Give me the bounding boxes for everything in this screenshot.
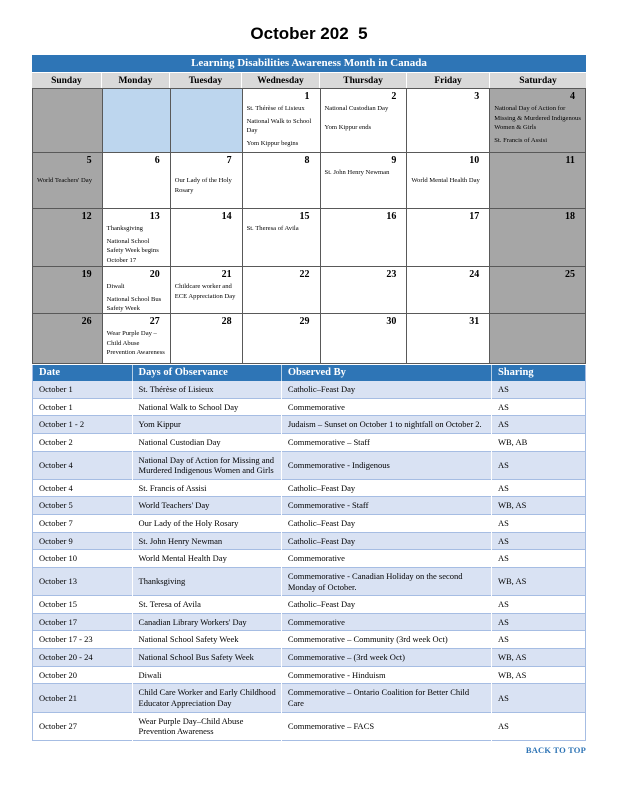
calendar bbox=[32, 55, 586, 364]
cell-sharing: AS bbox=[497, 482, 509, 493]
cell-observance: National School Bus Safety Week bbox=[132, 649, 281, 667]
calendar-event: World Mental Health Day bbox=[411, 177, 480, 184]
cell-date: October 1 bbox=[33, 381, 133, 398]
cell-date: October 5 bbox=[33, 497, 133, 515]
calendar-event: National Day of Action for Missing & Murdered Indigenous Women & Girls bbox=[494, 105, 581, 132]
calendar-day-26 bbox=[33, 314, 103, 364]
day-number: 22 bbox=[299, 269, 310, 280]
page-title: October 202 5 bbox=[250, 24, 368, 43]
calendar-day-1 bbox=[243, 89, 321, 153]
calendar-grid bbox=[32, 88, 586, 364]
event-spacer bbox=[321, 114, 407, 122]
calendar-day-2 bbox=[321, 89, 408, 153]
day-number: 8 bbox=[304, 155, 310, 166]
weekday-header-row bbox=[32, 72, 586, 88]
table-row bbox=[33, 398, 586, 416]
cell-date: October 21 bbox=[33, 684, 133, 712]
cell-sharing: AS bbox=[491, 451, 585, 479]
calendar-event: Yom Kippur begins bbox=[246, 139, 299, 147]
calendar-event: Childcare worker and ECE Appreciation Day bbox=[174, 283, 236, 300]
table-row bbox=[33, 532, 586, 550]
cell-date: October 17 bbox=[33, 613, 133, 631]
calendar-day-12 bbox=[33, 209, 103, 267]
calendar-day-14 bbox=[171, 209, 243, 267]
cell-observed-by: Commemorative - Staff bbox=[281, 497, 491, 515]
calendar-day-20 bbox=[103, 267, 171, 314]
day-number: 6 bbox=[154, 155, 160, 166]
calendar-event: Our Lady of the Holy Rosary bbox=[174, 177, 232, 194]
calendar-day-11 bbox=[490, 153, 586, 209]
cell-sharing: AS bbox=[497, 599, 509, 610]
table-row bbox=[33, 567, 586, 595]
cell-observance: Canadian Library Workers' Day bbox=[132, 613, 281, 631]
calendar-day-28 bbox=[171, 314, 243, 364]
cell-observed-by: Commemorative – (3rd week Oct) bbox=[281, 649, 491, 667]
calendar-day-9 bbox=[321, 153, 408, 209]
day-number: 16 bbox=[386, 211, 397, 222]
cell-sharing: AS bbox=[491, 613, 585, 631]
cell-sharing: AS bbox=[497, 518, 509, 528]
calendar-day-31 bbox=[407, 314, 490, 364]
cell-sharing: AS bbox=[497, 634, 509, 645]
day-number: 1 bbox=[304, 91, 310, 102]
weekday-header-saturday: Saturday bbox=[519, 76, 557, 86]
cell-date: October 20 - 24 bbox=[33, 649, 133, 667]
calendar-event: St. John Henry Newman bbox=[324, 169, 390, 176]
day-number: 10 bbox=[469, 155, 480, 166]
calendar-day-17 bbox=[407, 209, 490, 267]
cell-observed-by: Catholic–Feast Day bbox=[281, 381, 491, 398]
weekday-header-wednesday: Wednesday bbox=[242, 73, 320, 88]
calendar-empty-cell bbox=[103, 89, 171, 153]
calendar-day-8 bbox=[243, 153, 321, 209]
cell-observance: Diwali bbox=[132, 666, 281, 684]
cell-sharing: WB, AS bbox=[491, 497, 585, 515]
calendar-event: World Teachers' Day bbox=[37, 177, 92, 184]
cell-observed-by: Commemorative – Staff bbox=[281, 433, 491, 451]
calendar-day-15 bbox=[243, 209, 321, 267]
day-number: 18 bbox=[564, 211, 575, 222]
cell-date: October 1 - 2 bbox=[33, 416, 133, 434]
calendar-week-row bbox=[33, 267, 586, 314]
cell-sharing: WB, AS bbox=[491, 649, 585, 667]
day-number: 2 bbox=[391, 91, 397, 102]
day-number: 24 bbox=[469, 269, 480, 280]
calendar-day-4 bbox=[490, 89, 586, 153]
table-row bbox=[33, 479, 586, 497]
cell-date: October 10 bbox=[33, 550, 133, 568]
calendar-day-3 bbox=[407, 89, 490, 153]
calendar-day-13 bbox=[103, 209, 171, 267]
day-number: 26 bbox=[81, 316, 92, 327]
calendar-event: National School Bus Safety Week bbox=[106, 295, 162, 313]
weekday-header-sunday: Sunday bbox=[32, 73, 102, 88]
observance-table-head bbox=[33, 365, 586, 381]
cell-observance: St. Thérèse of Lisieux bbox=[132, 381, 281, 398]
table-row bbox=[33, 381, 586, 398]
day-number: 9 bbox=[391, 155, 397, 166]
cell-sharing: AS bbox=[497, 720, 509, 731]
calendar-week-row bbox=[33, 314, 586, 364]
cell-observed-by: Commemorative bbox=[281, 550, 491, 568]
cell-observed-by: Commemorative - Hinduism bbox=[281, 666, 491, 684]
day-number: 31 bbox=[469, 316, 480, 327]
cell-observance: Our Lady of the Holy Rosary bbox=[132, 515, 281, 533]
table-row bbox=[33, 515, 586, 533]
calendar-banner: Learning Disabilities Awareness Month in Canada bbox=[32, 55, 586, 72]
day-number: 28 bbox=[221, 316, 232, 327]
observance-table-body bbox=[33, 381, 586, 740]
cell-observance: St. Francis of Assisi bbox=[132, 479, 281, 497]
calendar-event: Yom Kippur ends bbox=[324, 123, 372, 131]
column-header-observed-by: Observed By bbox=[281, 365, 491, 381]
cell-observance: National Custodian Day bbox=[132, 433, 281, 451]
table-row bbox=[33, 712, 586, 740]
cell-observance: Child Care Worker and Early Childhood Educator Appreciation Day bbox=[132, 684, 281, 712]
event-spacer bbox=[171, 167, 242, 175]
cell-observance: National Walk to School Day bbox=[132, 398, 281, 416]
cell-date: October 27 bbox=[33, 712, 133, 740]
table-row bbox=[33, 666, 586, 684]
cell-date: October 15 bbox=[33, 596, 133, 614]
day-number: 30 bbox=[386, 316, 397, 327]
table-row bbox=[33, 596, 586, 614]
day-number: 15 bbox=[299, 211, 310, 222]
calendar-empty-cell bbox=[490, 314, 586, 364]
calendar-day-21 bbox=[171, 267, 243, 314]
observance-table bbox=[32, 365, 586, 741]
day-number: 5 bbox=[86, 155, 92, 166]
calendar-empty-cell bbox=[33, 89, 103, 153]
table-row bbox=[33, 497, 586, 515]
calendar-day-22 bbox=[243, 267, 321, 314]
calendar-day-27 bbox=[103, 314, 171, 364]
cell-sharing: AS bbox=[491, 532, 585, 550]
cell-observance: World Mental Health Day bbox=[132, 550, 281, 568]
column-header-date: Date bbox=[33, 365, 133, 381]
cell-observance: St. John Henry Newman bbox=[132, 532, 281, 550]
day-number: 14 bbox=[221, 211, 232, 222]
calendar-week-row bbox=[33, 89, 586, 153]
cell-date: October 13 bbox=[33, 567, 133, 595]
calendar-day-6 bbox=[103, 153, 171, 209]
column-header-sharing: Sharing bbox=[491, 365, 585, 381]
day-number: 11 bbox=[565, 155, 575, 166]
cell-sharing: WB, AB bbox=[497, 436, 528, 447]
day-number: 20 bbox=[149, 269, 160, 280]
calendar-event: National School Safety Week begins October 17 bbox=[106, 237, 159, 264]
event-spacer bbox=[33, 167, 102, 175]
calendar-day-7 bbox=[171, 153, 243, 209]
calendar-day-5 bbox=[33, 153, 103, 209]
calendar-event: Wear Purple Day – Child Abuse Prevention Awareness bbox=[106, 330, 165, 357]
calendar-event: Diwali bbox=[106, 283, 125, 290]
table-row bbox=[33, 433, 586, 451]
cell-observed-by: Commemorative – FACS bbox=[281, 712, 491, 740]
day-number: 29 bbox=[299, 316, 310, 327]
weekday-header-tuesday: Tuesday bbox=[170, 73, 242, 88]
table-row bbox=[33, 613, 586, 631]
cell-observance: Wear Purple Day–Child Abuse Prevention Awareness bbox=[132, 712, 281, 740]
cell-date: October 17 - 23 bbox=[33, 631, 133, 649]
day-number: 19 bbox=[81, 269, 92, 280]
day-number: 7 bbox=[226, 155, 232, 166]
cell-observed-by: Catholic–Feast Day bbox=[281, 532, 491, 550]
calendar-day-18 bbox=[490, 209, 586, 267]
cell-observance: Thanksgiving bbox=[132, 567, 281, 595]
cell-sharing: AS bbox=[491, 684, 585, 712]
cell-date: October 4 bbox=[33, 451, 133, 479]
calendar-day-16 bbox=[321, 209, 408, 267]
cell-observed-by: Commemorative - Indigenous bbox=[281, 451, 491, 479]
cell-observance: World Teachers' Day bbox=[132, 497, 281, 515]
cell-observed-by: Commemorative bbox=[281, 613, 491, 631]
calendar-week-row bbox=[33, 209, 586, 267]
page bbox=[0, 24, 618, 755]
back-to-top-link[interactable]: BACK TO TOP bbox=[525, 744, 586, 755]
calendar-event: St. Thérèse of Lisieux bbox=[246, 105, 305, 112]
cell-observance: Yom Kippur bbox=[132, 416, 281, 434]
calendar-day-24 bbox=[407, 267, 490, 314]
table-row bbox=[33, 451, 586, 479]
cell-date: October 20 bbox=[33, 666, 133, 684]
cell-observance: National Day of Action for Missing and Murdered Indigenous Women and Girls bbox=[132, 451, 281, 479]
day-number: 13 bbox=[149, 211, 160, 222]
calendar-day-30 bbox=[321, 314, 408, 364]
cell-sharing: AS bbox=[491, 381, 585, 398]
cell-date: October 7 bbox=[33, 515, 133, 533]
calendar-day-10 bbox=[407, 153, 490, 209]
calendar-day-29 bbox=[243, 314, 321, 364]
cell-observed-by: Commemorative - Canadian Holiday on the second Monday of October. bbox=[281, 567, 491, 595]
calendar-week-row bbox=[33, 153, 586, 209]
cell-date: October 9 bbox=[33, 532, 133, 550]
table-row bbox=[33, 416, 586, 434]
calendar-day-23 bbox=[321, 267, 408, 314]
table-row bbox=[33, 550, 586, 568]
calendar-event: National Walk to School Day bbox=[246, 117, 312, 135]
weekday-header-thursday: Thursday bbox=[320, 73, 407, 88]
cell-date: October 1 bbox=[33, 398, 133, 416]
cell-sharing: AS bbox=[497, 553, 509, 564]
table-row bbox=[33, 684, 586, 712]
weekday-header-friday: Friday bbox=[407, 73, 490, 88]
weekday-header-monday: Monday bbox=[102, 73, 170, 88]
cell-observance: St. Teresa of Avila bbox=[132, 596, 281, 614]
day-number: 12 bbox=[81, 211, 92, 222]
day-number: 23 bbox=[386, 269, 397, 280]
day-number: 21 bbox=[221, 269, 232, 280]
column-header-days-of-observance: Days of Observance bbox=[132, 365, 281, 381]
calendar-empty-cell bbox=[171, 89, 243, 153]
cell-observed-by: Catholic–Feast Day bbox=[281, 479, 491, 497]
cell-date: October 4 bbox=[33, 479, 133, 497]
cell-sharing: AS bbox=[491, 416, 585, 434]
cell-sharing: WB, AS bbox=[491, 567, 585, 595]
cell-observed-by: Judaism – Sunset on October 1 to nightfall on October 2. bbox=[281, 416, 491, 434]
cell-observance: National School Safety Week bbox=[132, 631, 281, 649]
cell-observed-by: Commemorative bbox=[281, 398, 491, 416]
calendar-event: National Custodian Day bbox=[324, 105, 389, 112]
cell-observed-by: Commemorative – Ontario Coalition for Better Child Care bbox=[281, 684, 491, 712]
cell-observed-by: Catholic–Feast Day bbox=[281, 596, 491, 614]
calendar-event: St. Theresa of Avila bbox=[246, 225, 299, 232]
cell-sharing: AS bbox=[497, 401, 509, 412]
day-number: 3 bbox=[474, 91, 480, 102]
cell-sharing: WB, AS bbox=[497, 669, 527, 680]
event-spacer bbox=[407, 167, 489, 175]
cell-observed-by: Catholic–Feast Day bbox=[281, 515, 491, 533]
cell-date: October 2 bbox=[33, 433, 133, 451]
table-header-row bbox=[33, 365, 586, 381]
calendar-day-19 bbox=[33, 267, 103, 314]
cell-observed-by: Commemorative – Community (3rd week Oct) bbox=[281, 631, 491, 649]
day-number: 4 bbox=[569, 91, 575, 102]
day-number: 27 bbox=[149, 316, 160, 327]
table-row bbox=[33, 649, 586, 667]
table-row bbox=[33, 631, 586, 649]
calendar-event: Thanksgiving bbox=[106, 225, 143, 232]
day-number: 25 bbox=[564, 269, 575, 280]
calendar-day-25 bbox=[490, 267, 586, 314]
day-number: 17 bbox=[469, 211, 480, 222]
calendar-event: St. Francis of Assisi bbox=[494, 136, 548, 144]
